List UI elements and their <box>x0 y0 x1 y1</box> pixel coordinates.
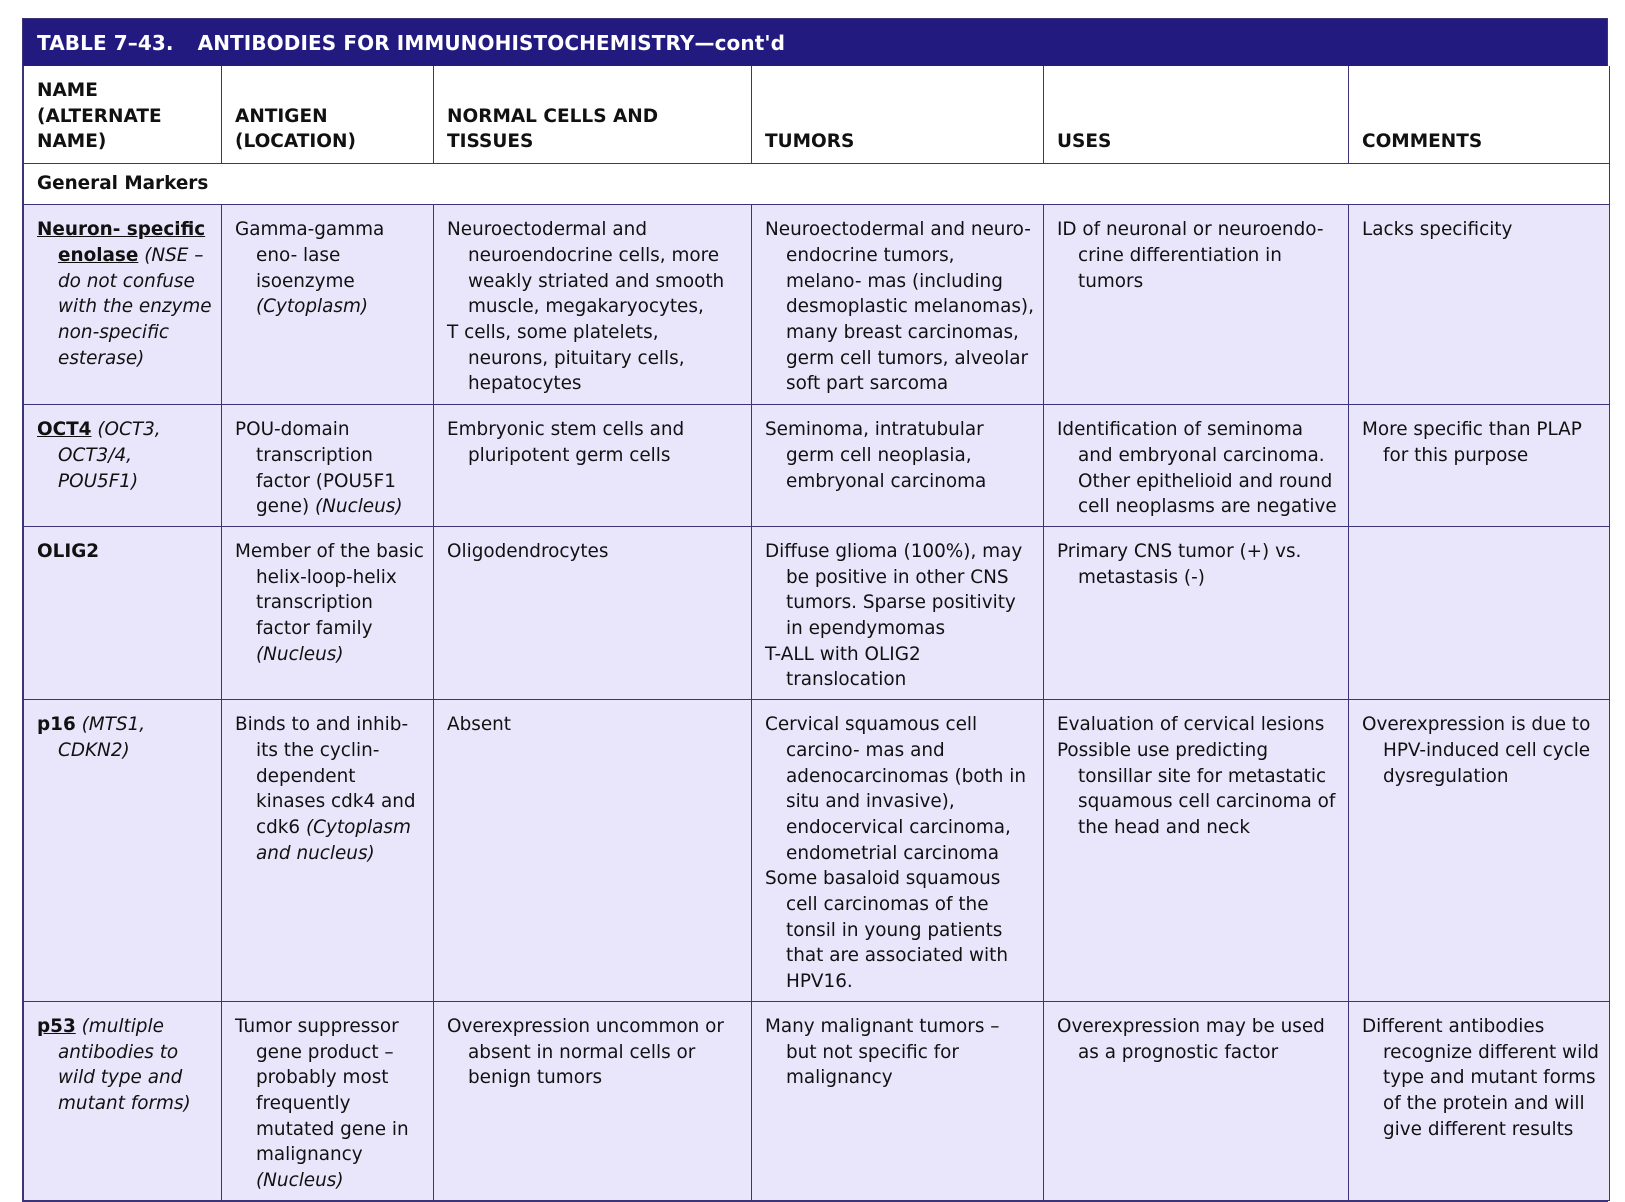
table-title: ANTIBODIES FOR IMMUNOHISTOCHEMISTRY—cont'd <box>197 30 786 55</box>
antigen-location: (Cytoplasm and nucleus) <box>256 816 411 864</box>
cell-comments <box>1349 700 1610 1002</box>
header-antigen: ANTIGEN (LOCATION) <box>222 66 434 164</box>
cell-name <box>24 205 222 405</box>
cell-tumors <box>752 526 1044 699</box>
uses-paragraph: Primary CNS tumor (+) vs. metastasis (-) <box>1057 540 1302 588</box>
normal-paragraph: Oligodendrocytes <box>447 540 609 562</box>
header-comments: COMMENTS <box>1349 66 1610 164</box>
tumors-paragraph: Neuroectodermal and neuro- endocrine tumors, melano- mas (including desmoplastic melanomas), many breast carcinomas, germ cell tumors, alveolar soft part sarcoma <box>765 219 1034 395</box>
cell-name <box>24 405 222 527</box>
comments-paragraph: Lacks specificity <box>1362 219 1513 241</box>
cell-name <box>24 700 222 1002</box>
cell-antigen <box>222 526 434 699</box>
table-number: TABLE 7–43. <box>37 30 174 55</box>
cell-antigen <box>222 205 434 405</box>
comments-paragraph: Overexpression is due to HPV-induced cell cycle dysregulation <box>1362 714 1591 787</box>
uses-paragraph: Overexpression may be used as a prognostic factor <box>1057 1015 1325 1063</box>
alternate-name: (OCT3, OCT3/4, POU5F1) <box>58 419 161 492</box>
antigen-text: Member of the basic helix-loop-helix transcription factor family <box>235 540 424 640</box>
normal-paragraph: Neuroectodermal and neuroendocrine cells, more weakly striated and smooth muscle, megakaryocytes, <box>447 219 725 318</box>
antibody-name: OLIG2 <box>37 540 100 562</box>
cell-antigen <box>222 1001 434 1200</box>
alternate-name: (MTS1, CDKN2) <box>58 714 146 761</box>
antibody-name: p16 <box>37 714 76 736</box>
antigen-text: Gamma-gamma eno- lase isoenzyme <box>235 219 385 292</box>
header-name: NAME (ALTERNATE NAME) <box>24 66 222 164</box>
cell-uses <box>1044 526 1349 699</box>
header-normal: NORMAL CELLS AND TISSUES <box>434 66 752 164</box>
alternate-name: (multiple antibodies to wild type and mutant forms) <box>58 1015 191 1114</box>
cell-normal <box>434 205 752 405</box>
normal-paragraph: Embryonic stem cells and pluripotent germ cells <box>447 419 685 466</box>
cell-tumors <box>752 405 1044 527</box>
normal-paragraph: T cells, some platelets, neurons, pituitary cells, hepatocytes <box>447 321 685 395</box>
tumors-paragraph: Diffuse glioma (100%), may be positive in other CNS tumors. Sparse positivity in ependymomas <box>765 540 1023 640</box>
comments-paragraph: More specific than PLAP for this purpose <box>1362 419 1582 466</box>
normal-paragraph: Overexpression uncommon or absent in normal cells or benign tumors <box>447 1015 724 1089</box>
table-row <box>24 1001 1610 1200</box>
antibody-name: OCT4 <box>37 419 92 441</box>
cell-uses <box>1044 700 1349 1002</box>
header-uses: USES <box>1044 66 1349 164</box>
table-row <box>24 526 1610 699</box>
header-tumors: TUMORS <box>752 66 1044 164</box>
comments-paragraph: Different antibodies recognize different wild type and mutant forms of the protein and will give different results <box>1362 1015 1599 1140</box>
antibody-name: p53 <box>37 1015 76 1037</box>
data-table <box>23 66 1610 1201</box>
uses-paragraph: ID of neuronal or neuroendo- crine differentiation in tumors <box>1057 219 1324 292</box>
antibody-table <box>22 18 1608 1202</box>
table-row <box>24 205 1610 405</box>
cell-comments <box>1349 405 1610 527</box>
cell-uses <box>1044 1001 1349 1200</box>
cell-comments <box>1349 526 1610 699</box>
antigen-location: (Cytoplasm) <box>256 296 369 318</box>
tumors-paragraph: T-ALL with OLIG2 translocation <box>765 643 921 691</box>
uses-paragraph: Evaluation of cervical lesions <box>1057 714 1325 736</box>
cell-normal <box>434 405 752 527</box>
section-title: General Markers <box>24 164 1610 205</box>
tumors-paragraph: Many malignant tumors – but not specific for malignancy <box>765 1015 1000 1089</box>
cell-antigen <box>222 700 434 1002</box>
cell-normal <box>434 526 752 699</box>
cell-name <box>24 1001 222 1200</box>
cell-tumors <box>752 1001 1044 1200</box>
table-row <box>24 405 1610 527</box>
cell-uses <box>1044 205 1349 405</box>
uses-paragraph: Possible use predicting tonsillar site for metastatic squamous cell carcinoma of the head and neck <box>1057 739 1336 838</box>
header-row <box>24 66 1610 164</box>
antigen-location: (Nucleus) <box>256 1170 344 1192</box>
uses-paragraph: Identification of seminoma and embryonal carcinoma. Other epithelioid and round cell neoplasms are negative <box>1057 419 1337 518</box>
cell-tumors <box>752 700 1044 1002</box>
tumors-paragraph: Cervical squamous cell carcino- mas and adenocarcinomas (both in situ and invasive), endocervical carcinoma, endometrial carcinoma <box>765 714 1027 864</box>
antigen-location: (Nucleus) <box>256 643 344 665</box>
cell-normal <box>434 700 752 1002</box>
antigen-text: POU-domain transcription factor (POU5F1 gene) <box>235 419 396 518</box>
table-title-bar <box>23 19 1607 66</box>
table-row <box>24 700 1610 1002</box>
cell-uses <box>1044 405 1349 527</box>
alternate-name: (NSE – do not confuse with the enzyme non-specific esterase) <box>58 244 212 369</box>
cell-comments <box>1349 205 1610 405</box>
antigen-location: (Nucleus) <box>315 496 403 518</box>
tumors-paragraph: Some basaloid squamous cell carcinomas of the tonsil in young patients that are associated with HPV16. <box>765 868 1009 993</box>
antigen-text: Binds to and inhib- its the cyclin- dependent kinases cdk4 and cdk6 <box>235 714 416 838</box>
section-row <box>24 164 1610 205</box>
antibody-name: Neuron- specific enolase <box>37 219 206 266</box>
normal-paragraph: Absent <box>447 714 512 736</box>
cell-antigen <box>222 405 434 527</box>
cell-normal <box>434 1001 752 1200</box>
cell-name <box>24 526 222 699</box>
antigen-text: Tumor suppressor gene product – probably most frequently mutated gene in malignancy <box>235 1015 409 1166</box>
cell-tumors <box>752 205 1044 405</box>
cell-comments <box>1349 1001 1610 1200</box>
tumors-paragraph: Seminoma, intratubular germ cell neoplasia, embryonal carcinoma <box>765 419 987 492</box>
